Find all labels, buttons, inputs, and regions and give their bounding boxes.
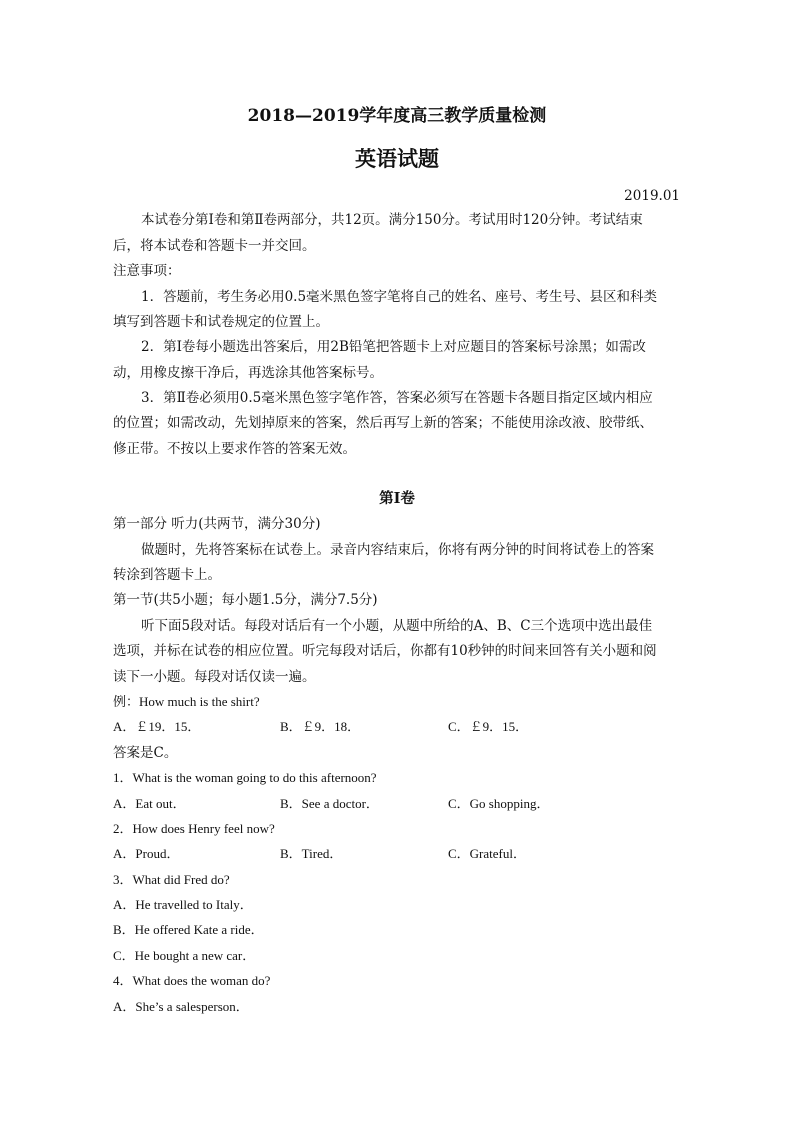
example-option-b: B．￡9．18． xyxy=(280,719,361,734)
question-1: 1．What is the woman going to do this afternoon? xyxy=(113,770,377,785)
question-3-option-c: C．He bought a new car． xyxy=(113,948,256,963)
question-1-option-c: C．Go shopping． xyxy=(448,796,550,811)
section1-heading: 第一节(共5小题；每小题1.5分，满分7.5分) xyxy=(113,592,378,608)
example-option-c: C．￡9．15． xyxy=(448,719,529,734)
note-1-line-2: 填写到答题卡和试卷规定的位置上。 xyxy=(113,314,329,330)
subject-title: 英语试题 xyxy=(355,146,439,171)
example-option-a: A．￡19．15． xyxy=(113,719,201,734)
question-3: 3．What did Fred do? xyxy=(113,872,230,887)
note-3-line-3: 修正带。不按以上要求作答的答案无效。 xyxy=(113,441,356,457)
note-3-line-1: 3．第Ⅱ卷必须用0.5毫米黑色签字笔作答，答案必须写在答题卡各题目指定区域内相应 xyxy=(141,390,653,406)
question-4-option-a: A．She’s a salesperson． xyxy=(113,999,249,1014)
example-question: 例：How much is the shirt? xyxy=(113,694,260,709)
note-2-line-2: 动，用橡皮擦干净后，再选涂其他答案标号。 xyxy=(113,365,383,381)
part1-heading: 第一部分 听力(共两节，满分30分) xyxy=(113,516,321,532)
question-2-option-b: B．Tired． xyxy=(280,846,343,861)
section1-line-1: 听下面5段对话。每段对话后有一个小题，从题中所给的A、B、C三个选项中选出最佳 xyxy=(141,618,653,634)
question-3-option-b: B．He offered Kate a ride． xyxy=(113,922,264,937)
intro-line-2: 后，将本试卷和答题卡一并交回。 xyxy=(113,238,316,254)
section1-line-3: 读下一小题。每段对话仅读一遍。 xyxy=(113,669,316,685)
exam-date: 2019.01 xyxy=(624,188,680,204)
part1-line-2: 转涂到答题卡上。 xyxy=(113,567,221,583)
intro-line-1: 本试卷分第Ⅰ卷和第Ⅱ卷两部分，共12页。满分150分。考试用时120分钟。考试结束 xyxy=(141,212,643,228)
note-1-line-1: 1．答题前，考生务必用0.5毫米黑色签字笔将自己的姓名、座号、考生号、县区和科类 xyxy=(141,289,658,305)
question-1-option-a: A．Eat out． xyxy=(113,796,186,811)
example-answer: 答案是C。 xyxy=(113,745,178,761)
question-3-option-a: A．He travelled to Italy． xyxy=(113,897,253,912)
exam-title: 2018—2019学年度高三教学质量检测 xyxy=(247,106,547,126)
note-3-line-2: 的位置；如需改动，先划掉原来的答案，然后再写上新的答案；不能使用涂改液、胶带纸、 xyxy=(113,415,653,431)
question-1-option-b: B．See a doctor． xyxy=(280,796,379,811)
part1-line-1: 做题时，先将答案标在试卷上。录音内容结束后，你将有两分钟的时间将试卷上的答案 xyxy=(141,542,654,558)
question-2-option-c: C．Grateful． xyxy=(448,846,526,861)
section1-line-2: 选项，并标在试卷的相应位置。听完每段对话后，你都有10秒钟的时间来回答有关小题和阅 xyxy=(113,643,657,659)
volume-title: 第Ⅰ卷 xyxy=(379,490,415,507)
notes-heading: 注意事项： xyxy=(113,263,181,279)
question-2-option-a: A．Proud． xyxy=(113,846,180,861)
note-2-line-1: 2．第Ⅰ卷每小题选出答案后，用2B铅笔把答题卡上对应题目的答案标号涂黑；如需改 xyxy=(141,339,646,355)
question-2: 2．How does Henry feel now? xyxy=(113,821,275,836)
question-4: 4．What does the woman do? xyxy=(113,973,271,988)
